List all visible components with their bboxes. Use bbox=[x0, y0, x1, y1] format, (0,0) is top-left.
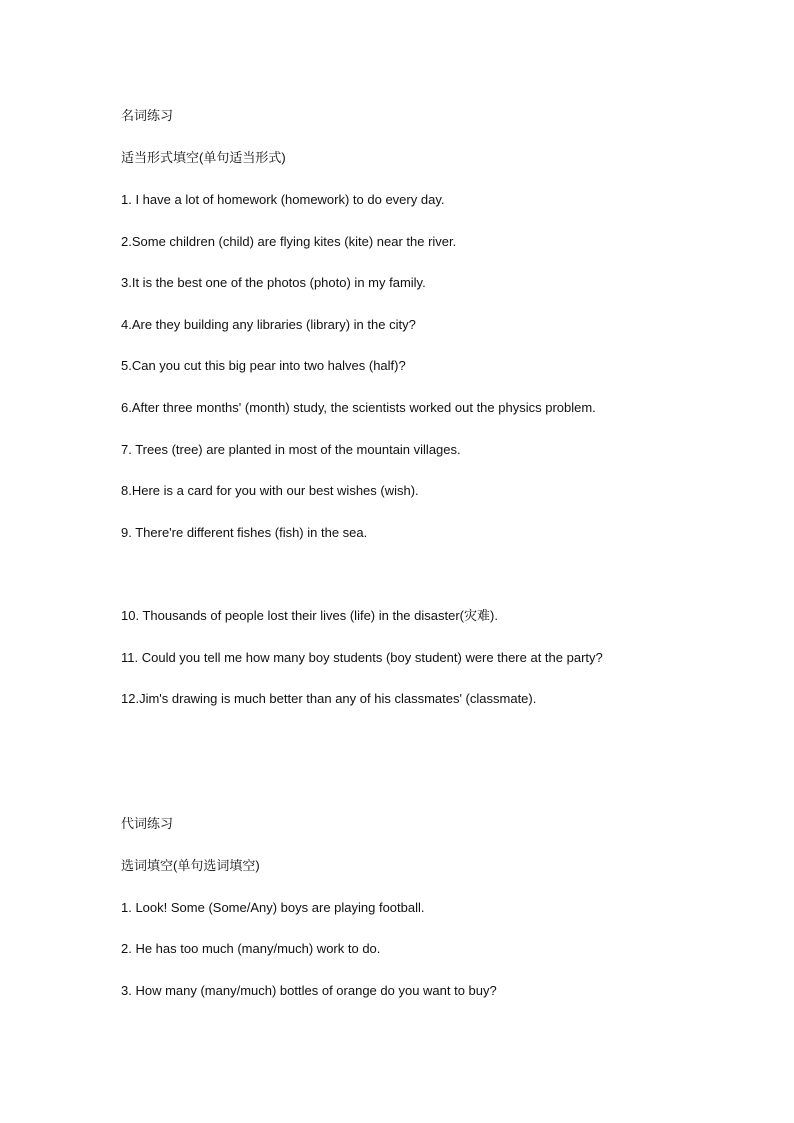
exercise-item: 9. There're different fishes (fish) in the sea. bbox=[121, 525, 368, 540]
section-subheading-nouns: 适当形式填空(单句适当形式) bbox=[121, 150, 286, 165]
exercise-item: 10. Thousands of people lost their lives (life) in the disaster(灾难). bbox=[121, 608, 498, 623]
exercise-item: 2. He has too much (many/much) work to do. bbox=[121, 941, 381, 956]
exercise-item: 11. Could you tell me how many boy students (boy student) were there at the party? bbox=[121, 650, 603, 665]
exercise-item: 6.After three months' (month) study, the scientists worked out the physics problem. bbox=[121, 400, 596, 415]
exercise-item: 5.Can you cut this big pear into two halves (half)? bbox=[121, 358, 406, 373]
exercise-item: 8.Here is a card for you with our best wishes (wish). bbox=[121, 483, 419, 498]
exercise-item: 7. Trees (tree) are planted in most of the mountain villages. bbox=[121, 442, 461, 457]
section-subheading-pronouns: 选词填空(单句选词填空) bbox=[121, 858, 260, 873]
exercise-item: 12.Jim's drawing is much better than any of his classmates' (classmate). bbox=[121, 691, 537, 706]
exercise-item: 3. How many (many/much) bottles of orange do you want to buy? bbox=[121, 983, 497, 998]
exercise-item: 3.It is the best one of the photos (photo) in my family. bbox=[121, 275, 426, 290]
exercise-item: 2.Some children (child) are flying kites (kite) near the river. bbox=[121, 234, 457, 249]
section-heading-nouns: 名词练习 bbox=[121, 108, 174, 123]
exercise-item: 1. Look! Some (Some/Any) boys are playing football. bbox=[121, 900, 425, 915]
section-heading-pronouns: 代词练习 bbox=[121, 816, 174, 831]
exercise-item: 1. I have a lot of homework (homework) to do every day. bbox=[121, 192, 445, 207]
exercise-item: 4.Are they building any libraries (library) in the city? bbox=[121, 317, 416, 332]
